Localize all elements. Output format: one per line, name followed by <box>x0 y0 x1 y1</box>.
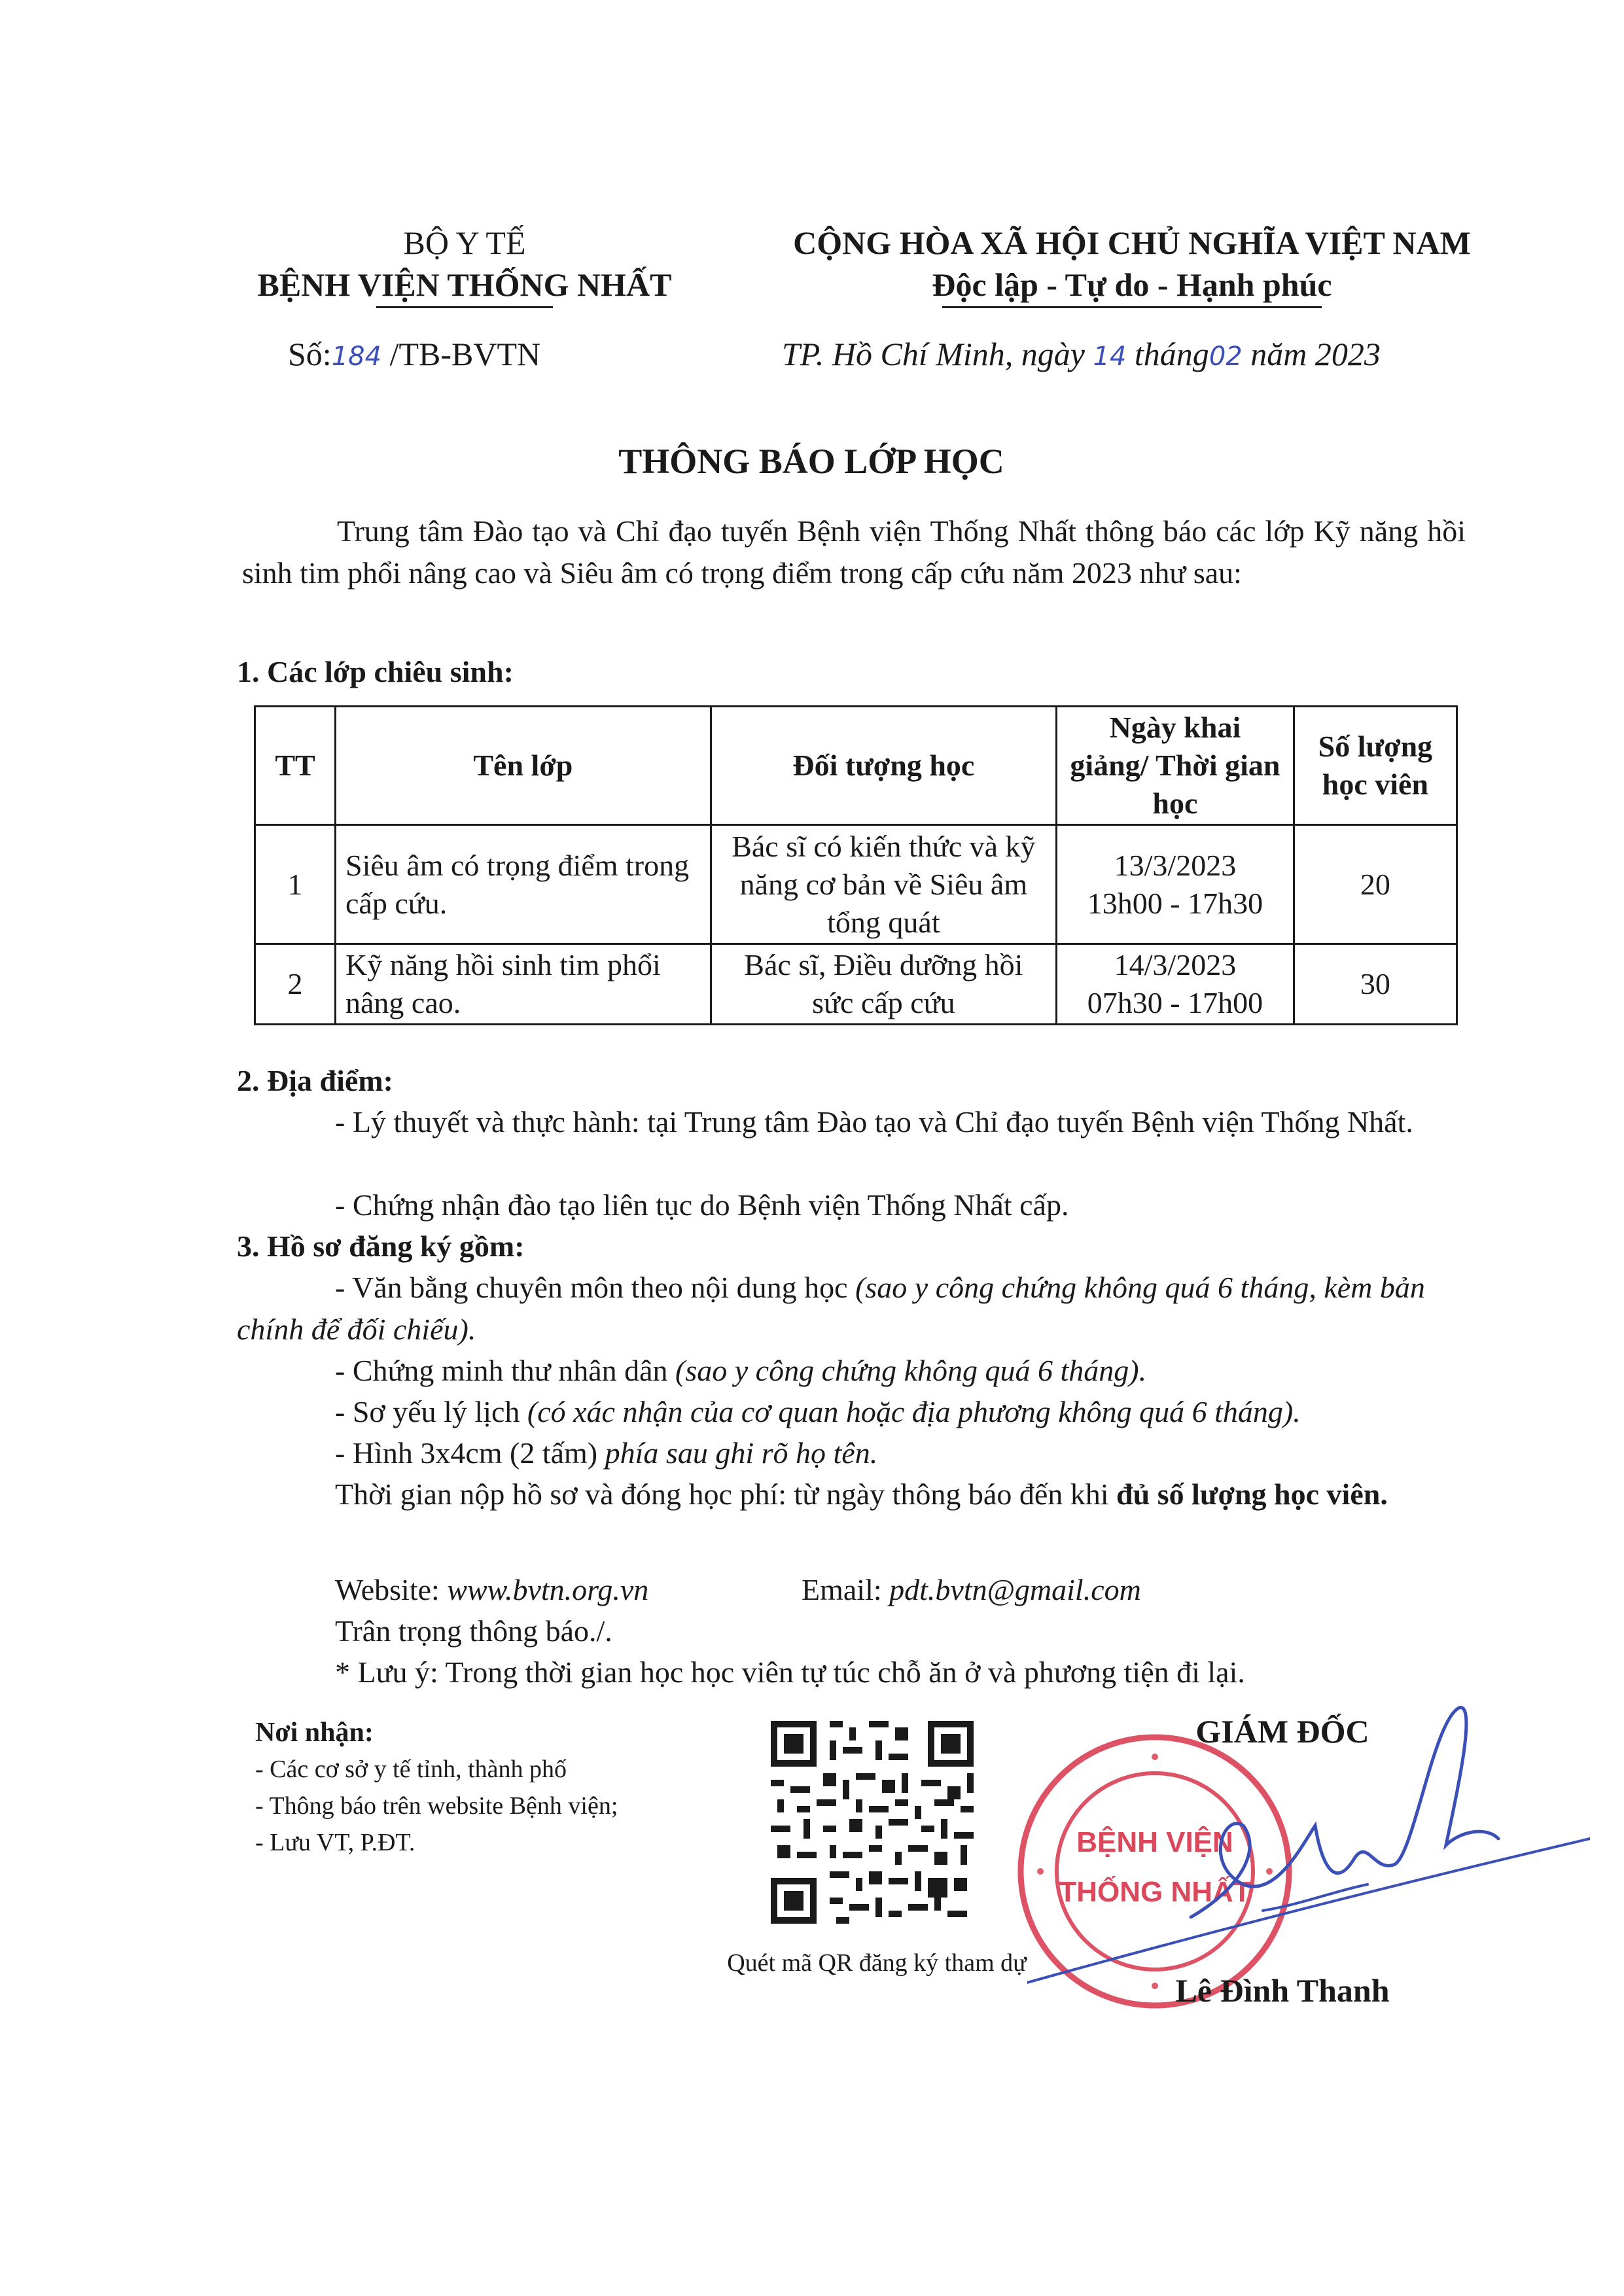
registration-qr-code[interactable] <box>764 1714 980 1930</box>
signer-title: GIÁM ĐỐC <box>1195 1713 1369 1750</box>
number-handwritten: 184 <box>331 342 382 372</box>
republic-title: CỘNG HÒA XÃ HỘI CHỦ NGHĨA VIỆT NAM <box>793 224 1471 261</box>
stamp-text-1: BỆNH VIỆN <box>1076 1826 1233 1858</box>
location-line-1: - Lý thuyết và thực hành: tại Trung tâm Đào tạo và Chỉ đạo tuyến Bệnh viện Thống Nhất. <box>335 1105 1413 1139</box>
number-prefix: Số: <box>288 336 332 372</box>
requirement-1-note: (sao y công chứng không quá 6 tháng, kèm bản chính để đối chiếu). <box>237 1271 1425 1346</box>
requirement-3-text: - Sơ yếu lý lịch <box>335 1395 520 1428</box>
col-header-count: Số lượng học viên <box>1294 707 1456 825</box>
date-month-label: tháng <box>1134 336 1209 372</box>
qr-code-icon <box>764 1714 980 1930</box>
deadline-bold: đủ số lượng học viên. <box>1116 1477 1388 1511</box>
row-time: 07h30 - 17h00 <box>1087 986 1263 1019</box>
qr-caption: Quét mã QR đăng ký tham dự <box>727 1949 1027 1977</box>
requirement-1-text: - Văn bằng chuyên môn theo nội dung học <box>335 1271 848 1304</box>
intro-paragraph: Trung tâm Đào tạo và Chỉ đạo tuyến Bệnh viện Thống Nhất thông báo các lớp Kỹ năng hồi sinh tim phổi nâng cao và Siêu âm có trọng điểm trong cấp cứu năm 2023 như sau: <box>242 514 1466 590</box>
attendance-note: * Lưu ý: Trong thời gian học học viên tự túc chỗ ăn ở và phương tiện đi lại. <box>335 1655 1245 1689</box>
table-row <box>255 825 1457 944</box>
deadline-text: Thời gian nộp hồ sơ và đóng học phí: từ ngày thông báo đến khi <box>335 1477 1109 1511</box>
requirement-4 <box>335 1432 1467 1474</box>
recipient-item: - Các cơ sở y tế tỉnh, thành phố <box>255 1756 567 1783</box>
section2-heading: 2. Địa điểm: <box>237 1064 393 1097</box>
recipients-heading: Nơi nhận: <box>255 1718 374 1748</box>
document-title: THÔNG BÁO LỚP HỌC <box>618 442 1004 481</box>
issue-date <box>782 334 1502 377</box>
col-header-tt: TT <box>255 707 336 825</box>
date-day: 14 <box>1093 342 1127 372</box>
row-target: Bác sĩ có kiến thức và kỹ năng cơ bản về Siêu âm tổng quát <box>711 825 1056 944</box>
email-link[interactable]: pdt.bvtn@gmail.com <box>889 1573 1141 1606</box>
handwritten-signature <box>1027 1695 1590 1996</box>
date-prefix: TP. Hồ Chí Minh, ngày <box>782 336 1085 372</box>
col-header-name: Tên lớp <box>336 707 711 825</box>
signature-icon <box>1027 1695 1590 1996</box>
row-tt: 2 <box>255 944 336 1025</box>
section3-heading: 3. Hồ sơ đăng ký gồm: <box>237 1229 525 1263</box>
row-date: 14/3/2023 <box>1114 948 1237 981</box>
email-label: Email: <box>802 1573 882 1606</box>
col-header-date: Ngày khai giảng/ Thời gian học <box>1057 707 1294 825</box>
website-label: Website: <box>335 1573 440 1606</box>
hospital-name: BỆNH VIỆN THỐNG NHẤT <box>257 266 672 303</box>
document-number <box>288 334 680 377</box>
requirement-4-note: phía sau ghi rõ họ tên. <box>605 1436 878 1470</box>
row-count: 20 <box>1294 825 1456 944</box>
row-schedule <box>1057 825 1294 944</box>
motto-underline <box>942 306 1322 308</box>
row-schedule <box>1057 944 1294 1025</box>
requirement-3 <box>335 1391 1467 1433</box>
website-link[interactable]: www.bvtn.org.vn <box>447 1573 649 1606</box>
regards-line: Trân trọng thông báo./. <box>335 1614 612 1648</box>
table-row <box>255 944 1457 1025</box>
requirement-2 <box>335 1350 1467 1392</box>
date-year: năm 2023 <box>1250 336 1381 372</box>
requirement-2-note: (sao y công chứng không quá 6 tháng). <box>675 1354 1147 1387</box>
row-date: 13/3/2023 <box>1114 848 1237 882</box>
hospital-underline <box>376 306 553 308</box>
stamp-text-2: THỐNG NHẤT <box>1059 1876 1251 1908</box>
row-count: 30 <box>1294 944 1456 1025</box>
recipient-item: - Thông báo trên website Bệnh viện; <box>255 1792 618 1820</box>
row-time: 13h00 - 17h30 <box>1087 886 1263 920</box>
table-header-row <box>255 707 1457 825</box>
motto: Độc lập - Tự do - Hạnh phúc <box>932 266 1332 303</box>
email-line <box>802 1569 1390 1611</box>
col-header-target: Đối tượng học <box>711 707 1056 825</box>
submission-deadline <box>237 1474 1467 1515</box>
row-target: Bác sĩ, Điều dưỡng hồi sức cấp cứu <box>711 944 1056 1025</box>
classes-table <box>254 705 1458 1025</box>
number-suffix: /TB-BVTN <box>389 336 541 372</box>
requirement-3-note: (có xác nhận của cơ quan hoặc địa phương không quá 6 tháng). <box>527 1395 1301 1428</box>
row-tt: 1 <box>255 825 336 944</box>
date-month: 02 <box>1209 342 1243 372</box>
location-line-2: - Chứng nhận đào tạo liên tục do Bệnh viện Thống Nhất cấp. <box>335 1188 1069 1222</box>
ministry-name: BỘ Y TẾ <box>403 224 526 261</box>
website-line <box>335 1569 858 1611</box>
requirement-1 <box>237 1267 1467 1351</box>
requirement-4-text: - Hình 3x4cm (2 tấm) <box>335 1436 598 1470</box>
row-class-name: Kỹ năng hồi sinh tim phổi nâng cao. <box>336 944 711 1025</box>
signer-name: Lê Đình Thanh <box>1175 1972 1390 2009</box>
row-class-name: Siêu âm có trọng điểm trong cấp cứu. <box>336 825 711 944</box>
requirement-2-text: - Chứng minh thư nhân dân <box>335 1354 668 1387</box>
section1-heading: 1. Các lớp chiêu sinh: <box>237 655 514 688</box>
recipient-item: - Lưu VT, P.ĐT. <box>255 1829 415 1856</box>
